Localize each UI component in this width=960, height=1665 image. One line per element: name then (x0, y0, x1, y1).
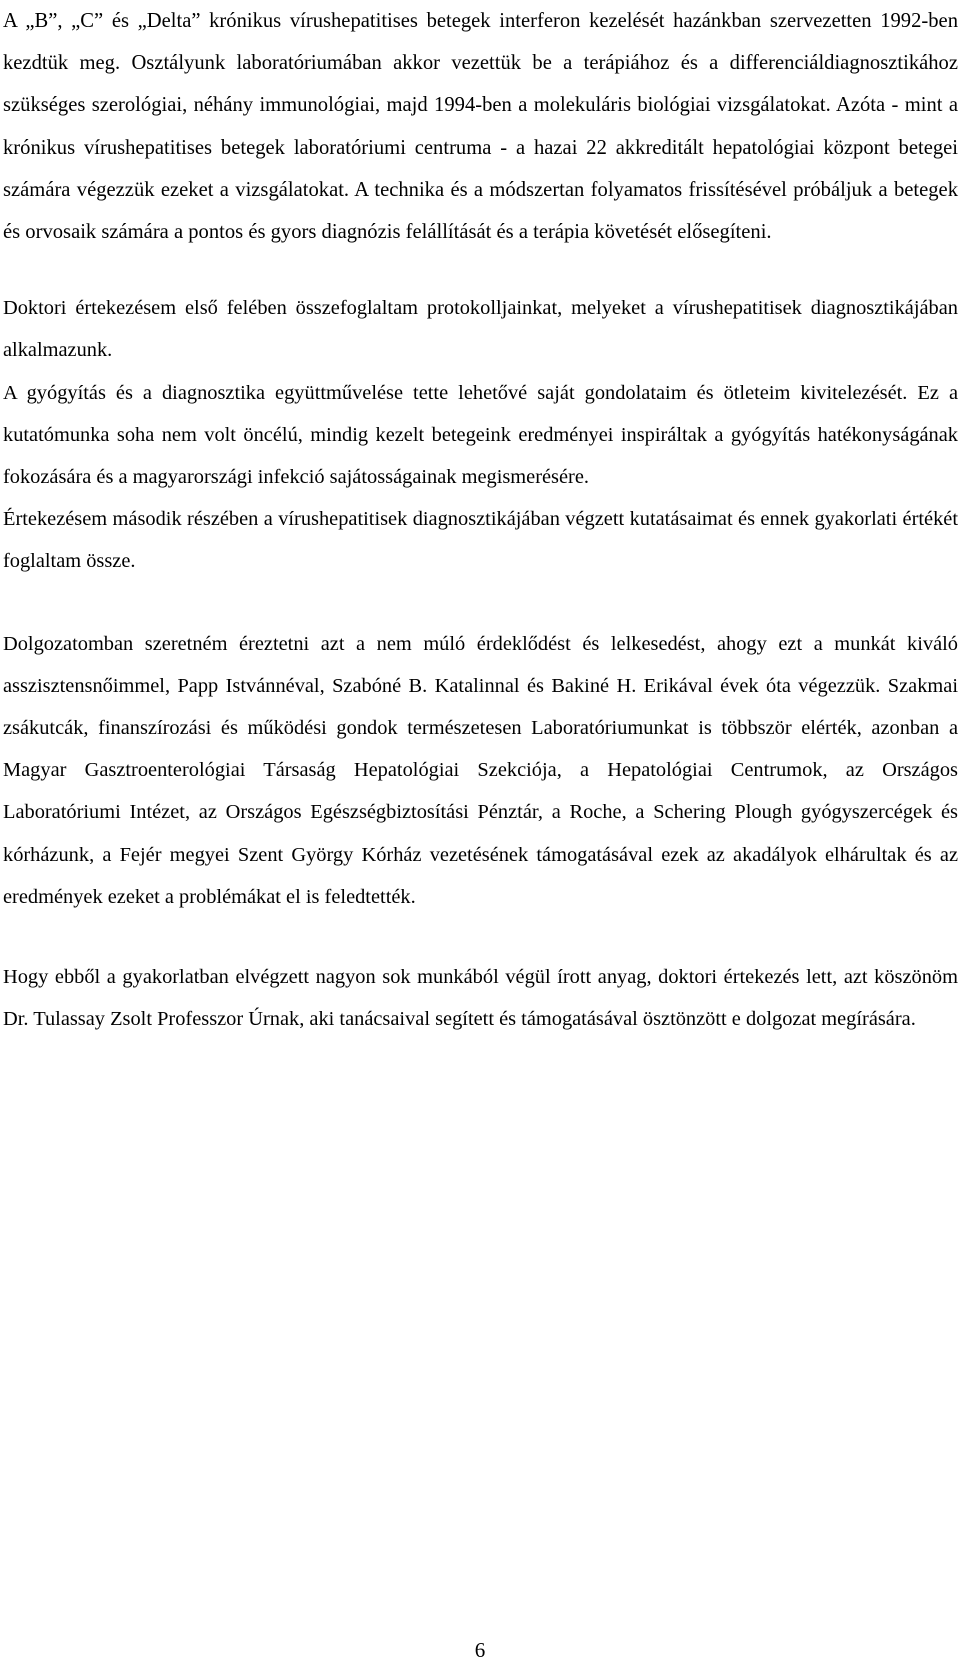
paragraph-spacer (3, 253, 958, 287)
paragraph-second-part: Értekezésem második részében a vírushepatitisek diagnosztikájában végzett kutatásaimat és ennek gyakorlati értékét foglaltam össze. (3, 508, 958, 573)
body-text (3, 0, 958, 1040)
paragraph-research-motivation: A gyógyítás és a diagnosztika együttművelése tette lehetővé saját gondolataim és ötleteim kivitelezését. Ez a kutatómunka soha nem volt öncélú, mindig kezelt betegeink eredményei inspiráltak a gyógyítás hatékonyságának fokozására és a magyarországi infekció sajátosságainak megismerésére. (3, 381, 958, 489)
paragraph-supervisor-thanks: Hogy ebből a gyakorlatban elvégzett nagyon sok munkából végül írott anyag, doktori értekezés lett, azt köszönöm Dr. Tulassay Zsolt Professzor Úrnak, aki tanácsaival segített és támogatásával ösztönzött e dolgozat megírására. (3, 966, 958, 1031)
paragraph-spacer (3, 918, 958, 956)
paragraph-interferon-history: A „B”, „C” és „Delta” krónikus vírushepatitises betegek interferon kezelését hazánkban szervezetten 1992-ben kezdtük meg. Osztályunk laboratóriumában akkor vezettük be a terápiához és a differenciáldiagnosztikához szükséges szerológiai, néhány immunológiai, majd 1994-ben a molekuláris biológiai vizsgálatokat. Azóta - mint a krónikus vírushepatitises betegek laboratóriumi centruma - a hazai 22 akkreditált hepatológiai központ betegei számára végezzük ezeket a vizsgálatokat. A technika és a módszertan folyamatos frissítésével próbáljuk a betegek és orvosaik számára a pontos és gyors diagnózis felállítását és a terápia követését elősegíteni. (3, 10, 958, 244)
paragraph-protocols: Doktori értekezésem első felében összefoglaltam protokolljainkat, melyeket a vírushepatitisek diagnosztikájában alkalmazunk. (3, 297, 958, 362)
paragraph-acknowledgements: Dolgozatomban szeretném éreztetni azt a nem múló érdeklődést és lelkesedést, ahogy ezt a munkát kiváló asszisztensnőimmel, Papp Istvánnéval, Szabóné B. Katalinnal és Bakiné H. Erikával évek óta végezzük. Szakmai zsákutcák, finanszírozási és működési gondok természetesen Laboratóriumunkat is többször elérték, azonban a Magyar Gasztroenterológiai Társaság Hepatológiai Szekciója, a Hepatológiai Centrumok, az Országos Laboratóriumi Intézet, az Országos Egészségbiztosítási Pénztár, a Roche, a Schering Plough gyógyszercégek és kórházunk, a Fejér megyei Szent György Kórház vezetésének támogatásával ezek az akadályok elhárultak és az eredmények ezeket a problémákat el is feledtették. (3, 632, 958, 908)
paragraph-spacer (3, 583, 958, 623)
page-number: 6 (474, 1638, 486, 1662)
